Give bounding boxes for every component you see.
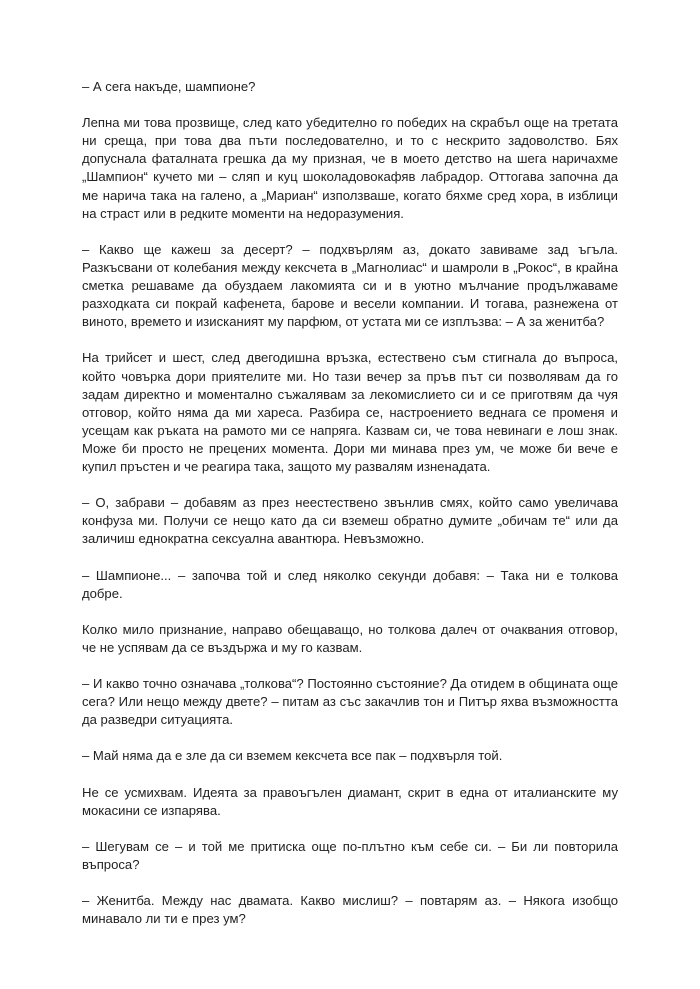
paragraph-5: – О, забрави – добавям аз през неестествено звънлив смях, който само увеличава конфуза ми. Получи се нещо като да си вземеш обратно думите „обичам те“ или да заличиш еднократна сексуална авантюра. Невъзможно. [82, 495, 618, 547]
paragraph-11: – Шегувам се – и той ме притиска още по-плътно към себе си. – Би ли повторила въпроса? [82, 838, 618, 873]
document-body [82, 78, 618, 947]
paragraph-4: На трийсет и шест, след двегодишна връзка, естествено съм стигнала до въпроса, който човърка дори приятелите ми. Но тази вечер за пръв път си позволявам да го задам директно и моментално съжалявам за лекомислието си и се приготвям да чуя отговор, който няма да ми хареса. Разбира се, настроението веднага се променя и усещам как ръката на рамото ми се напряга. Казвам си, че това невинаги е лош знак. Може би просто не прецених момента. Дори ми минава през ум, че може би вече е купил пръстен и че реагира така, защото му развалям изненадата. [82, 350, 618, 474]
paragraph-6: – Шампионе... – започва той и след няколко секунди добавя: – Така ни е толкова добре. [82, 567, 618, 601]
paragraph-8: – И какво точно означава „толкова“? Постоянно състояние? Да отидем в общината още сега? Или нещо между двете? – питам аз със закачлив тон и Питър яхва възможността да разведри ситуацията. [82, 676, 618, 728]
paragraph-1: – А сега накъде, шампионе? [82, 79, 256, 94]
paragraph-12: – Женитба. Между нас двамата. Какво мислиш? – повтарям аз. – Някога изобщо минавало ли ти е през ум? [82, 893, 618, 927]
paragraph-3: – Какво ще кажеш за десерт? – подхвърлям аз, докато завиваме зад ъгъла. Разкъсвани от колебания между кексчета в „Магнолиас“ и шамроли в „Рокос“, в крайна сметка решаваме да обуздаем лакомията си и в уютно мълчание продължаваме разходката си покрай кафенета, барове и весели компании. И тогава, разнежена от виното, времето и изисканият му парфюм, от устата ми се изплъзва: – А за женитба? [82, 241, 618, 330]
paragraph-2: Лепна ми това прозвище, след като убедително го победих на скрабъл още на третата ни среща, при това два пъти последователно, и то с нескрито задоволство. Бях допуснала фаталната грешка да му призная, че в моето детство на шега наричахме „Шампион“ кучето ми – сляп и куц шоколадовокафяв лабрадор. Оттогава започна да ме нарича така на галено, а „Мариан“ използваше, когато бяхме сред хора, в изблици на страст или в редките моменти на недоразумения. [82, 115, 618, 221]
paragraph-10: Не се усмихвам. Идеята за правоъгълен диамант, скрит в една от италианските му мокасини се изпарява. [82, 784, 618, 818]
paragraph-9: – Май няма да е зле да си вземем кексчета все пак – подхвърля той. [82, 748, 503, 764]
paragraph-7: Колко мило признание, направо обещаващо, но толкова далеч от очаквания отговор, че не успявам да се въздържа и му го казвам. [82, 621, 618, 655]
